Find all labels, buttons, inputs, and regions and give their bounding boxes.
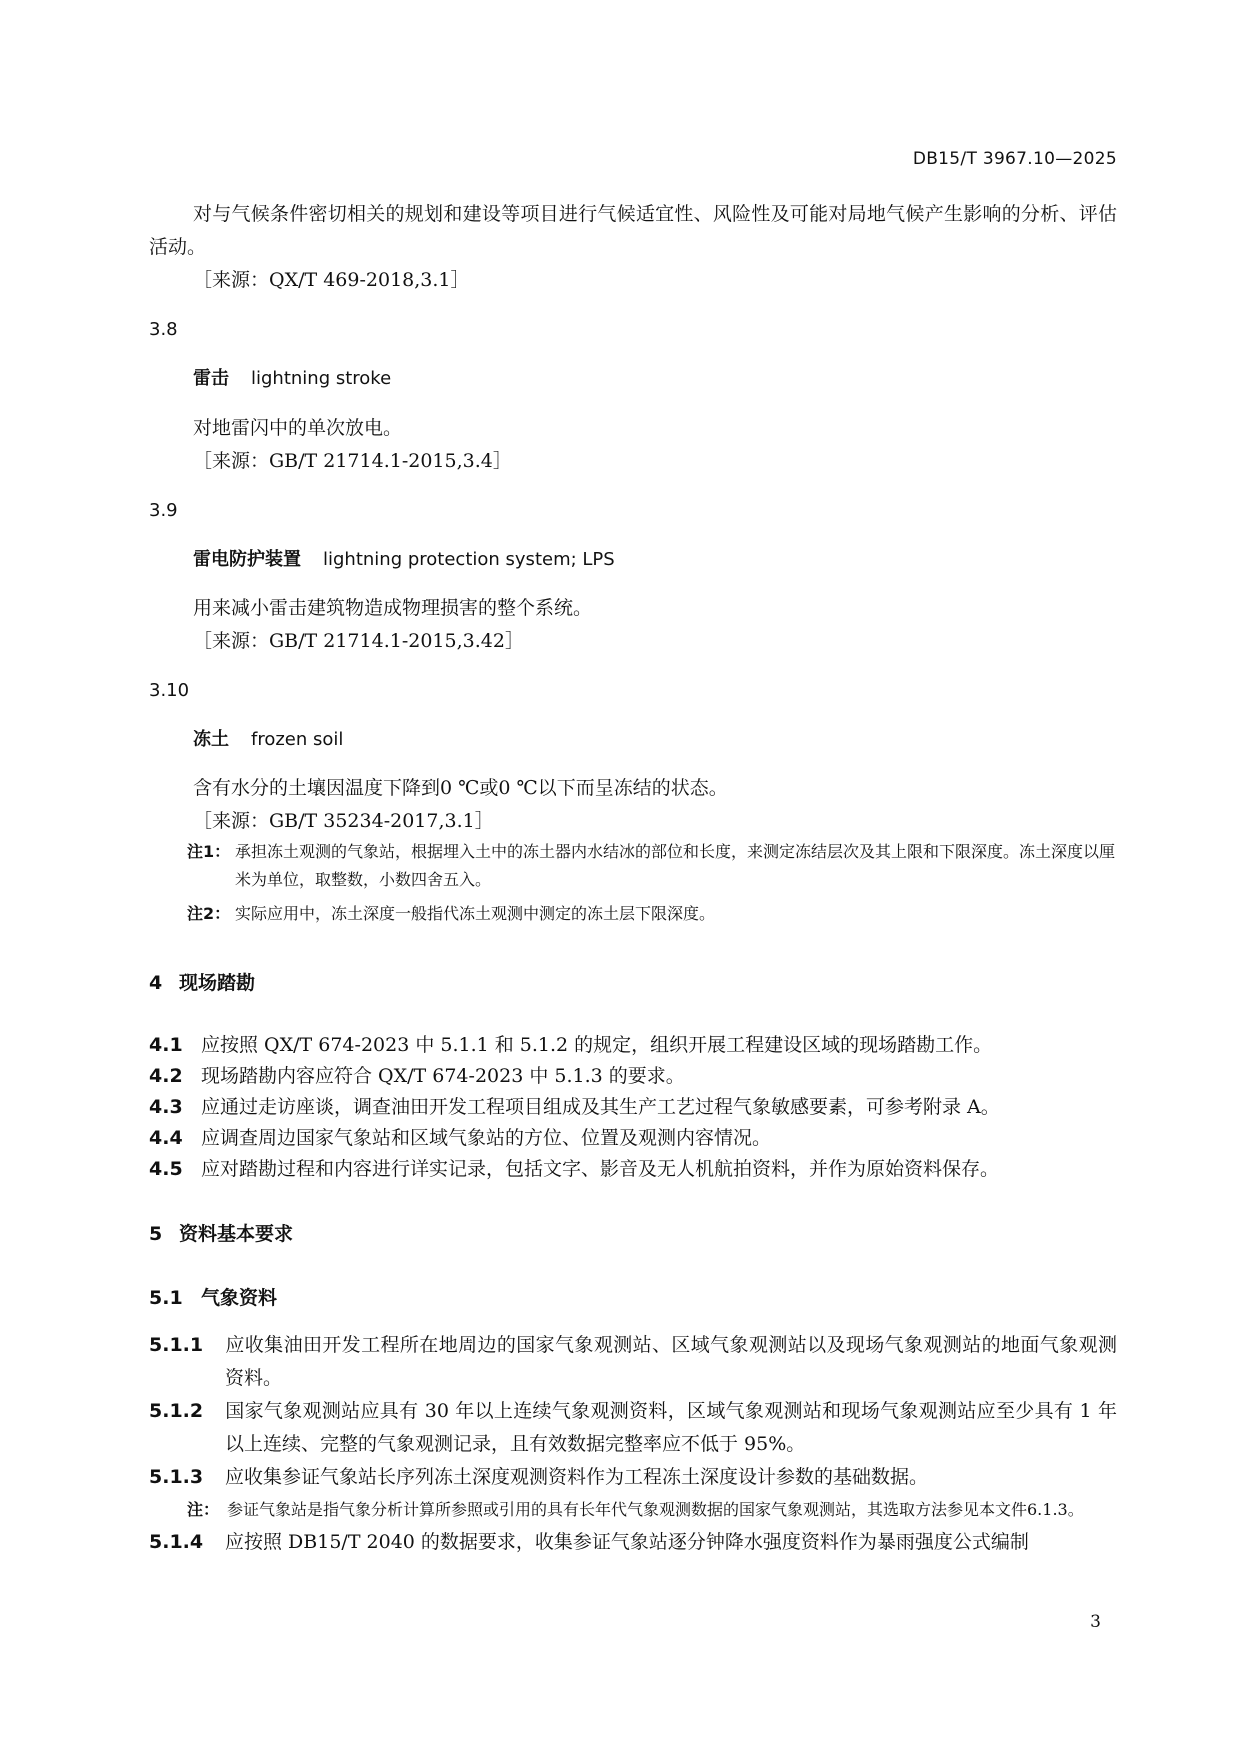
clause-5-1-3 (149, 1461, 1117, 1494)
clause-number: 4.2 (149, 1065, 183, 1087)
note-text: 实际应用中，冻土深度一般指代冻土观测中测定的冻土层下限深度。 (235, 904, 716, 923)
section-title: 现场踏勘 (179, 972, 256, 994)
clause-number: 5.1.2 (149, 1400, 204, 1422)
clause-4-1 (149, 1030, 1117, 1061)
term-english: lightning stroke (251, 368, 392, 389)
clause-text: 现场踏勘内容应符合 QX/T 674-2023 中 5.1.3 的要求。 (201, 1065, 685, 1087)
definition-3-10 (149, 772, 1117, 838)
term-3-9 (149, 545, 1117, 575)
clause-4-2 (149, 1061, 1117, 1092)
clause-number: 5.1.3 (149, 1466, 204, 1488)
clause-number: 3.10 (149, 680, 190, 701)
clause-text: 应按照 QX/T 674-2023 中 5.1.1 和 5.1.2 的规定，组织开展工程建设区域的现场踏勘工作。 (201, 1034, 993, 1056)
definition-text: 用来减小雷击建筑物造成物理损害的整个系统。 (193, 597, 593, 619)
clause-4-3 (149, 1092, 1117, 1123)
term-3-8 (149, 364, 1117, 394)
clause-5-1-4 (149, 1526, 1117, 1559)
section-5-heading (149, 1219, 1117, 1249)
term-chinese: 雷电防护装置 (193, 549, 301, 570)
section-4-items (149, 1030, 1117, 1185)
section-number: 5 (149, 1223, 163, 1245)
note-label: 注： (187, 1500, 220, 1519)
note-1 (187, 838, 1117, 894)
clause-text: 应收集参证气象站长序列冻土深度观测资料作为工程冻土深度设计参数的基础数据。 (225, 1466, 929, 1488)
note-text: 承担冻土观测的气象站，根据埋入土中的冻土器内水结冰的部位和长度，来测定冻结层次及其上限和下限深度。冻土深度以厘米为单位，取整数，小数四舍五入。 (235, 842, 1116, 889)
term-english: frozen soil (251, 729, 344, 750)
document-code-header: DB15/T 3967.10—2025 (912, 149, 1117, 169)
section-4-heading (149, 968, 1117, 998)
clause-number: 4.3 (149, 1096, 183, 1118)
clause-text: 应按照 DB15/T 2040 的数据要求，收集参证气象站逐分钟降水强度资料作为暴雨强度公式编制 (225, 1531, 1029, 1553)
term-english: lightning protection system; LPS (323, 549, 615, 570)
source-reference: ［来源：GB/T 21714.1-2015,3.42］ (193, 630, 524, 652)
clause-3-8 (149, 315, 1117, 345)
note-text: 参证气象站是指气象分析计算所参照或引用的具有长年代气象观测数据的国家气象观测站，其选取方法参见本文件6.1.3。 (227, 1500, 1084, 1519)
definition-3-8 (149, 412, 1117, 478)
clause-5-1-1 (149, 1329, 1117, 1395)
clause-text: 应调查周边国家气象站和区域气象站的方位、位置及观测内容情况。 (201, 1127, 772, 1149)
note-5-1-3 (187, 1496, 1117, 1524)
clause-4-4 (149, 1123, 1117, 1154)
source-reference: ［来源：GB/T 21714.1-2015,3.4］ (193, 450, 512, 472)
subsection-number: 5.1 (149, 1287, 183, 1309)
clause-number: 4.4 (149, 1127, 183, 1149)
clause-number: 5.1.1 (149, 1334, 204, 1356)
clause-3-7-continued (149, 198, 1117, 297)
subsection-title: 气象资料 (201, 1287, 278, 1309)
clause-number: 4.1 (149, 1034, 183, 1056)
definition-text: 对地雷闪中的单次放电。 (193, 417, 403, 439)
clause-number: 3.8 (149, 319, 178, 340)
note-2 (187, 900, 1117, 928)
note-label: 注1： (187, 842, 231, 861)
clause-text: 应通过走访座谈，调查油田开发工程项目组成及其生产工艺过程气象敏感要素，可参考附录 A。 (201, 1096, 1000, 1118)
page-number: 3 (1090, 1612, 1101, 1632)
clauses-5-1 (149, 1329, 1117, 1559)
section-number: 4 (149, 972, 163, 994)
source-reference: ［来源：GB/T 35234-2017,3.1］ (193, 810, 494, 832)
note-label: 注2： (187, 904, 231, 923)
term-3-10 (149, 725, 1117, 755)
definition-text: 对与气候条件密切相关的规划和建设等项目进行气候适宜性、风险性及可能对局地气候产生影响的分析、评估活动。 (149, 203, 1117, 258)
source-reference: ［来源：QX/T 469-2018,3.1］ (193, 269, 470, 291)
term-chinese: 雷击 (193, 368, 229, 389)
clause-4-5 (149, 1154, 1117, 1185)
section-title: 资料基本要求 (179, 1223, 294, 1245)
clause-text: 应收集油田开发工程所在地周边的国家气象观测站、区域气象观测站以及现场气象观测站的地面气象观测资料。 (225, 1334, 1117, 1389)
term-chinese: 冻土 (193, 729, 229, 750)
clause-3-9 (149, 496, 1117, 526)
clause-text: 应对踏勘过程和内容进行详实记录，包括文字、影音及无人机航拍资料，并作为原始资料保存。 (201, 1158, 1000, 1180)
clause-number: 5.1.4 (149, 1531, 204, 1553)
clause-3-10 (149, 676, 1117, 706)
clause-number: 3.9 (149, 500, 178, 521)
clause-number: 4.5 (149, 1158, 183, 1180)
section-5-1-heading (149, 1283, 1117, 1313)
notes-3-10 (149, 838, 1117, 928)
definition-text: 含有水分的土壤因温度下降到0 ℃或0 ℃以下而呈冻结的状态。 (193, 777, 728, 799)
clause-5-1-2 (149, 1395, 1117, 1461)
clause-text: 国家气象观测站应具有 30 年以上连续气象观测资料，区域气象观测站和现场气象观测站应至少具有 1 年以上连续、完整的气象观测记录，且有效数据完整率应不低于 95%。 (225, 1400, 1117, 1455)
definition-3-9 (149, 592, 1117, 658)
